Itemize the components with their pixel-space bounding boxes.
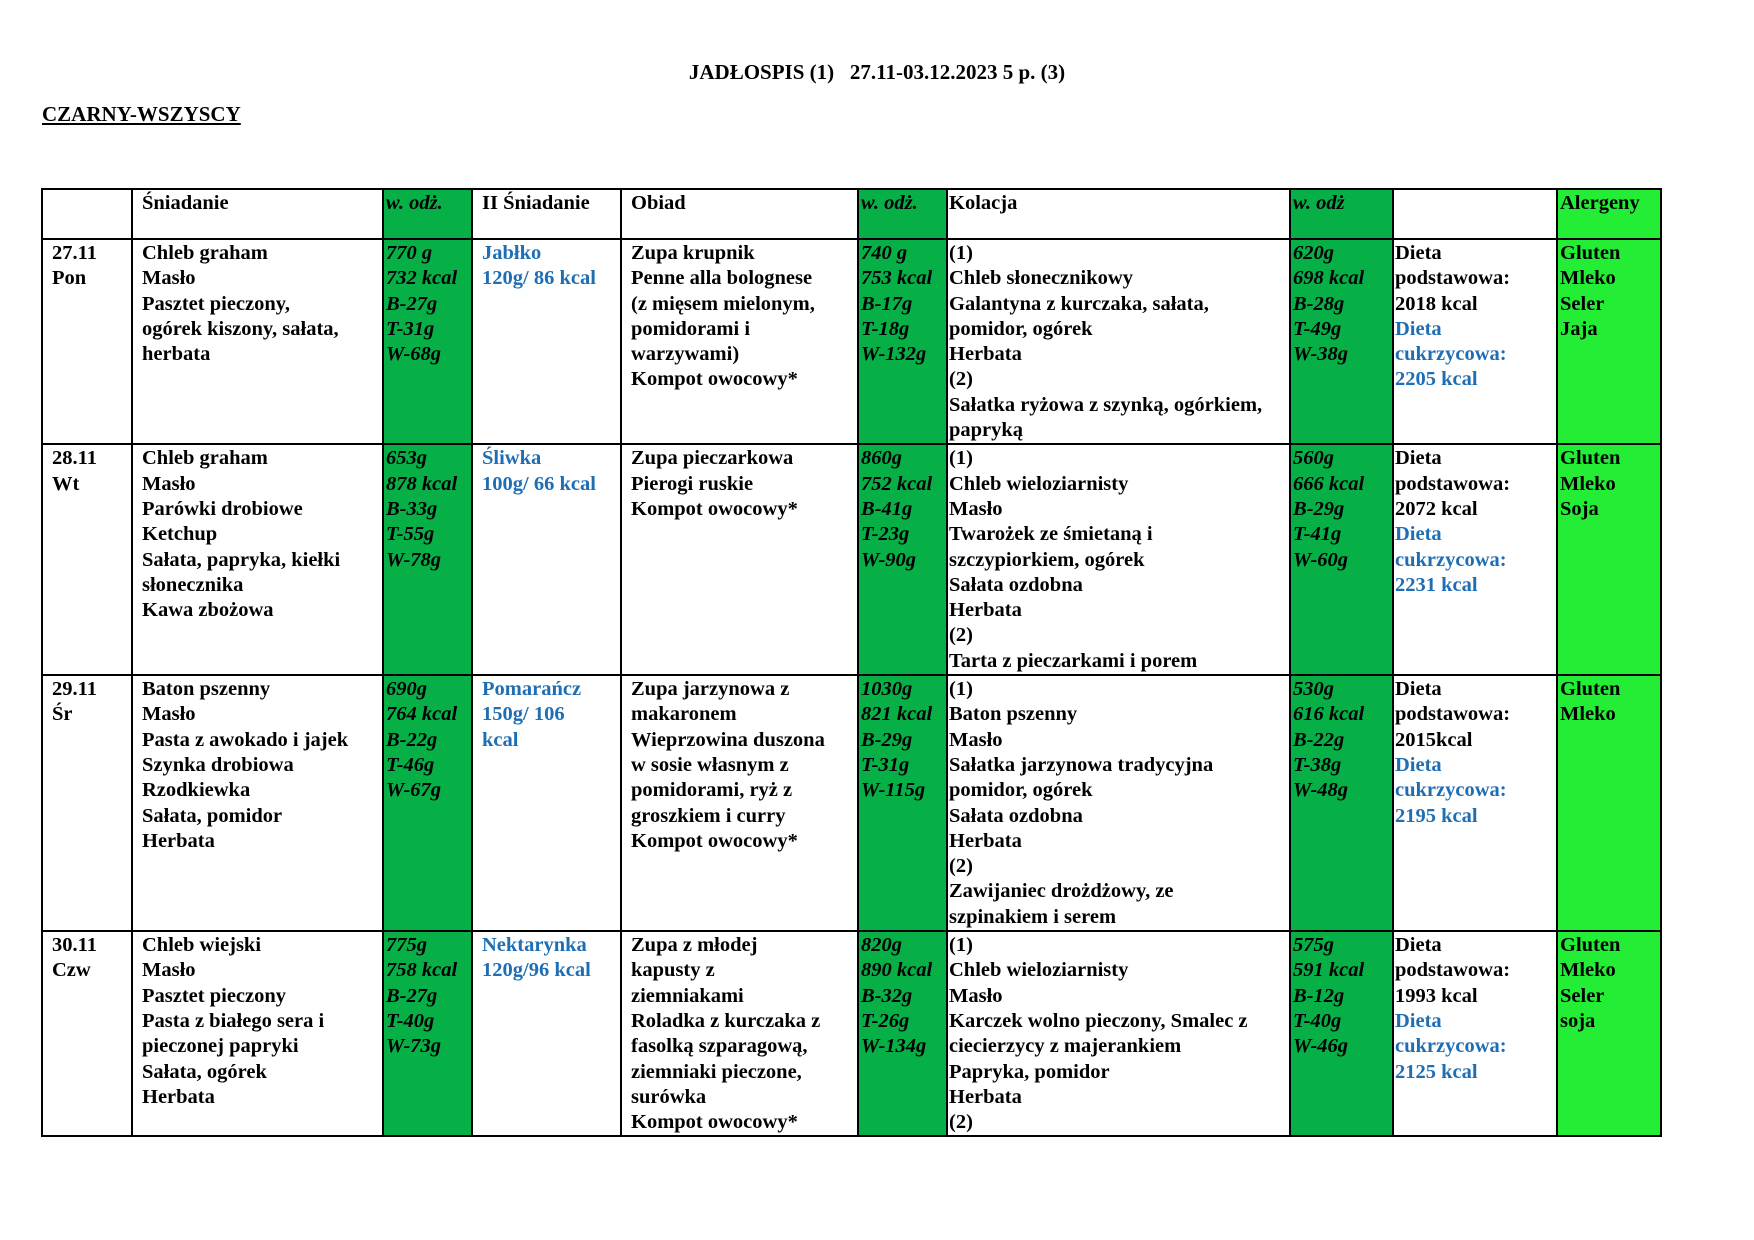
dinner-cell	[947, 675, 1290, 931]
allergens-cell	[1557, 444, 1661, 675]
dinner-line: Galantyna z kurczaka, sałata,	[949, 292, 1209, 315]
lunch-line: Kompot owocowy*	[631, 368, 798, 391]
diet-kcal-cell	[1393, 444, 1557, 675]
dinner-line: Sałatka ryżowa z szynką, ogórkiem,	[949, 393, 1263, 416]
breakfast-cell	[132, 444, 383, 675]
breakfast-line: Masło	[142, 959, 196, 982]
nutrition-1-line: B-22g	[386, 728, 438, 751]
dinner-line: papryką	[949, 419, 1024, 442]
breakfast-line: Baton pszenny	[142, 678, 271, 701]
allergens-cell	[1557, 239, 1661, 444]
diet-basic-line: 2018 kcal	[1395, 292, 1478, 315]
dinner-line: ciecierzycy z majerankiem	[949, 1035, 1182, 1058]
lunch-line: Zupa krupnik	[631, 242, 755, 264]
day-weekday: Wt	[52, 472, 80, 495]
nutrition-3-line: W-46g	[1293, 1035, 1349, 1058]
nutrition-3-line: W-48g	[1293, 779, 1349, 802]
nutrition-2-line: 740 g	[861, 242, 908, 264]
allergens-line: Jaja	[1560, 317, 1598, 340]
nutrition-2-line: B-32g	[861, 984, 913, 1007]
allergens-line: Gluten	[1560, 242, 1621, 264]
breakfast-line: Masło	[142, 267, 196, 290]
nutrition-1-line: 878 kcal	[386, 472, 458, 495]
day-date: 27.11	[52, 242, 97, 264]
day-date: 29.11	[52, 678, 97, 701]
lunch-cell	[621, 239, 858, 444]
allergens-line: Gluten	[1560, 934, 1621, 957]
dinner-line: Masło	[949, 497, 1003, 520]
diet-basic-line: Dieta	[1395, 678, 1442, 701]
day-date: 28.11	[52, 447, 97, 470]
breakfast-line: Sałata, papryka, kiełki	[142, 548, 341, 571]
dinner-line: (2)	[949, 624, 973, 647]
diet-basic-line: Dieta	[1395, 934, 1442, 957]
dinner-line: Masło	[949, 728, 1003, 751]
header-nutrition-2: w. odż.	[858, 189, 947, 239]
dinner-line: pomidor, ogórek	[949, 779, 1093, 802]
nutrition-3-line: 666 kcal	[1293, 472, 1365, 495]
diet-diabetic-line: Dieta	[1395, 753, 1442, 776]
header-dinner: Kolacja	[947, 189, 1290, 239]
header-day	[42, 189, 132, 239]
breakfast-line: Chleb graham	[142, 447, 268, 470]
lunch-line: kapusty z	[631, 959, 715, 982]
nutrition-3-line: B-29g	[1293, 497, 1345, 520]
day-date: 30.11	[52, 934, 97, 957]
nutrition-3-line: 698 kcal	[1293, 267, 1365, 290]
diet-basic-line: 2072 kcal	[1395, 497, 1478, 520]
lunch-line: (z mięsem mielonym,	[631, 292, 815, 315]
nutrition-2-line: 752 kcal	[861, 472, 933, 495]
nutrition-3-line: 616 kcal	[1293, 703, 1365, 726]
nutrition-3-line: B-28g	[1293, 292, 1345, 315]
allergens-line: Mleko	[1560, 267, 1616, 290]
nutrition-1-line: B-27g	[386, 292, 438, 315]
nutrition-1-line: 653g	[386, 447, 427, 470]
nutrition-3-line: W-38g	[1293, 343, 1349, 366]
diet-diabetic-line: Dieta	[1395, 317, 1442, 340]
nutrition-2-line: 1030g	[861, 678, 913, 701]
day-cell	[42, 444, 132, 675]
dinner-line: szczypiorkiem, ogórek	[949, 548, 1145, 571]
dinner-line: Karczek wolno pieczony, Smalec z	[949, 1009, 1248, 1032]
nutrition-3-line: B-22g	[1293, 728, 1345, 751]
allergens-line: Seler	[1560, 292, 1605, 315]
nutrition-3-line: T-40g	[1293, 1009, 1342, 1032]
breakfast-line: pieczonej papryki	[142, 1035, 299, 1058]
nutrition-3-cell	[1290, 239, 1393, 444]
breakfast-cell	[132, 931, 383, 1136]
nutrition-2-line: B-41g	[861, 497, 913, 520]
second-breakfast-cell	[472, 931, 621, 1136]
second-breakfast-cell	[472, 239, 621, 444]
breakfast-line: Kawa zbożowa	[142, 599, 274, 622]
nutrition-3-line: T-49g	[1293, 317, 1342, 340]
lunch-line: Zupa pieczarkowa	[631, 447, 794, 470]
day-weekday: Pon	[52, 267, 87, 290]
dinner-line: Masło	[949, 984, 1003, 1007]
allergens-line: Mleko	[1560, 472, 1616, 495]
nutrition-1-line: T-46g	[386, 753, 435, 776]
header-breakfast: Śniadanie	[132, 189, 383, 239]
nutrition-3-cell	[1290, 444, 1393, 675]
diet-diabetic-line: cukrzycowa:	[1395, 779, 1507, 802]
nutrition-2-line: T-18g	[861, 317, 910, 340]
day-cell	[42, 675, 132, 931]
nutrition-1-cell	[383, 444, 472, 675]
dinner-line: Tarta z pieczarkami i porem	[949, 649, 1198, 672]
second-breakfast-cell	[472, 444, 621, 675]
lunch-line: pomidorami, ryż z	[631, 779, 793, 802]
lunch-line: fasolką szparagową,	[631, 1035, 808, 1058]
nutrition-2-line: 860g	[861, 447, 902, 470]
breakfast-line: Szynka drobiowa	[142, 753, 294, 776]
breakfast-line: słonecznika	[142, 573, 244, 596]
breakfast-line: Chleb wiejski	[142, 934, 262, 957]
lunch-cell	[621, 931, 858, 1136]
dinner-line: Herbata	[949, 343, 1022, 366]
lunch-cell	[621, 675, 858, 931]
lunch-cell	[621, 444, 858, 675]
diet-kcal-cell	[1393, 675, 1557, 931]
diet-label: CZARNY-WSZYSCY	[42, 102, 241, 126]
lunch-line: Zupa z młodej	[631, 934, 758, 957]
second-breakfast-line: 120g/96 kcal	[482, 959, 591, 982]
lunch-line: surówka	[631, 1085, 707, 1108]
lunch-line: Zupa jarzynowa z	[631, 678, 790, 701]
lunch-line: pomidorami i	[631, 317, 751, 340]
lunch-line: Kompot owocowy*	[631, 829, 798, 852]
nutrition-3-line: 530g	[1293, 678, 1334, 701]
nutrition-2-line: W-134g	[861, 1035, 927, 1058]
dinner-line: (1)	[949, 934, 973, 957]
breakfast-cell	[132, 675, 383, 931]
table-row	[42, 239, 1661, 444]
header-allergens: Alergeny	[1557, 189, 1661, 239]
nutrition-3-cell	[1290, 931, 1393, 1136]
dinner-line: Chleb wieloziarnisty	[949, 472, 1129, 495]
nutrition-1-line: 758 kcal	[386, 959, 458, 982]
dinner-cell	[947, 931, 1290, 1136]
allergens-line: Seler	[1560, 984, 1605, 1007]
table-row	[42, 444, 1661, 675]
dinner-line: Sałatka jarzynowa tradycyjna	[949, 753, 1214, 776]
lunch-line: makaronem	[631, 703, 737, 726]
breakfast-line: Herbata	[142, 1085, 215, 1108]
diet-diabetic-line: cukrzycowa:	[1395, 343, 1507, 366]
breakfast-line: herbata	[142, 343, 211, 366]
dinner-cell	[947, 239, 1290, 444]
lunch-line: Roladka z kurczaka z	[631, 1009, 821, 1032]
nutrition-2-line: W-115g	[861, 779, 926, 802]
dinner-line: Zawijaniec drożdżowy, ze	[949, 880, 1174, 903]
allergens-line: Gluten	[1560, 678, 1621, 701]
second-breakfast-line: kcal	[482, 728, 519, 751]
second-breakfast-line: 150g/ 106	[482, 703, 565, 726]
diet-basic-line: 1993 kcal	[1395, 984, 1478, 1007]
nutrition-2-line: T-31g	[861, 753, 910, 776]
diet-diabetic-line: Dieta	[1395, 1009, 1442, 1032]
breakfast-line: Pasta z awokado i jajek	[142, 728, 349, 751]
breakfast-line: Parówki drobiowe	[142, 497, 303, 520]
breakfast-line: Herbata	[142, 829, 215, 852]
nutrition-2-line: 753 kcal	[861, 267, 933, 290]
breakfast-line: Rzodkiewka	[142, 779, 251, 802]
dinner-line: (1)	[949, 678, 973, 701]
breakfast-line: Pasta z białego sera i	[142, 1009, 325, 1032]
header-diet	[1393, 189, 1557, 239]
dinner-line: Sałata ozdobna	[949, 804, 1083, 827]
nutrition-2-cell	[858, 239, 947, 444]
nutrition-1-cell	[383, 675, 472, 931]
nutrition-1-line: 690g	[386, 678, 427, 701]
dinner-line: (2)	[949, 368, 973, 391]
dinner-line: Herbata	[949, 599, 1022, 622]
dinner-line: (2)	[949, 1111, 973, 1134]
lunch-line: ziemniakami	[631, 984, 744, 1007]
second-breakfast-line: 120g/ 86 kcal	[482, 267, 596, 290]
diet-basic-line: 2015kcal	[1395, 728, 1473, 751]
breakfast-line: Sałata, pomidor	[142, 804, 283, 827]
dinner-line: Herbata	[949, 829, 1022, 852]
allergens-cell	[1557, 931, 1661, 1136]
nutrition-1-line: T-31g	[386, 317, 435, 340]
diet-basic-line: podstawowa:	[1395, 267, 1511, 290]
nutrition-1-line: T-40g	[386, 1009, 435, 1032]
dinner-line: Twarożek ze śmietaną i	[949, 523, 1153, 546]
nutrition-3-line: T-38g	[1293, 753, 1342, 776]
nutrition-3-line: B-12g	[1293, 984, 1345, 1007]
day-weekday: Czw	[52, 959, 91, 982]
allergens-cell	[1557, 675, 1661, 931]
allergens-line: Soja	[1560, 497, 1599, 520]
dinner-line: szpinakiem i serem	[949, 905, 1117, 928]
dinner-line: pomidor, ogórek	[949, 317, 1093, 340]
lunch-line: Pierogi ruskie	[631, 472, 754, 495]
breakfast-line: Ketchup	[142, 523, 218, 546]
nutrition-2-line: W-132g	[861, 343, 927, 366]
nutrition-2-line: W-90g	[861, 548, 917, 571]
nutrition-2-cell	[858, 931, 947, 1136]
nutrition-3-line: W-60g	[1293, 548, 1349, 571]
diet-diabetic-line: 2125 kcal	[1395, 1060, 1478, 1083]
header-second-breakfast: II Śniadanie	[472, 189, 621, 239]
nutrition-2-cell	[858, 675, 947, 931]
nutrition-2-line: T-26g	[861, 1009, 910, 1032]
lunch-line: ziemniaki pieczone,	[631, 1060, 802, 1083]
allergens-line: Mleko	[1560, 703, 1616, 726]
menu-table	[41, 188, 1662, 1137]
dinner-line: Baton pszenny	[949, 703, 1078, 726]
breakfast-line: Masło	[142, 703, 196, 726]
header-nutrition-3: w. odż	[1290, 189, 1393, 239]
diet-kcal-cell	[1393, 931, 1557, 1136]
lunch-line: Wieprzowina duszona	[631, 728, 825, 751]
nutrition-2-line: B-29g	[861, 728, 913, 751]
second-breakfast-line: Jabłko	[482, 242, 542, 264]
nutrition-2-cell	[858, 444, 947, 675]
lunch-line: groszkiem i curry	[631, 804, 786, 827]
nutrition-3-line: 591 kcal	[1293, 959, 1365, 982]
nutrition-1-line: W-67g	[386, 779, 442, 802]
document-title: JADŁOSPIS (1) 27.11-03.12.2023 5 p. (3)	[688, 60, 1066, 84]
diet-diabetic-line: cukrzycowa:	[1395, 1035, 1507, 1058]
breakfast-line: ogórek kiszony, sałata,	[142, 317, 339, 340]
nutrition-1-line: B-33g	[386, 497, 438, 520]
lunch-line: Kompot owocowy*	[631, 497, 798, 520]
nutrition-1-line: W-68g	[386, 343, 442, 366]
nutrition-3-cell	[1290, 675, 1393, 931]
second-breakfast-line: Nektarynka	[482, 934, 587, 957]
nutrition-1-line: 770 g	[386, 242, 433, 264]
nutrition-1-cell	[383, 239, 472, 444]
dinner-cell	[947, 444, 1290, 675]
nutrition-1-cell	[383, 931, 472, 1136]
nutrition-3-line: T-41g	[1293, 523, 1342, 546]
dinner-line: Herbata	[949, 1085, 1022, 1108]
diet-diabetic-line: 2205 kcal	[1395, 368, 1478, 391]
breakfast-line: Masło	[142, 472, 196, 495]
dinner-line: Papryka, pomidor	[949, 1060, 1110, 1083]
nutrition-1-line: 764 kcal	[386, 703, 458, 726]
day-weekday: Śr	[52, 703, 73, 726]
dinner-line: Chleb wieloziarnisty	[949, 959, 1129, 982]
nutrition-1-line: 732 kcal	[386, 267, 458, 290]
day-cell	[42, 931, 132, 1136]
header-lunch: Obiad	[621, 189, 858, 239]
diet-basic-line: Dieta	[1395, 242, 1442, 264]
nutrition-3-line: 560g	[1293, 447, 1334, 470]
diet-diabetic-line: cukrzycowa:	[1395, 548, 1507, 571]
nutrition-2-line: 890 kcal	[861, 959, 933, 982]
dinner-line: Sałata ozdobna	[949, 573, 1083, 596]
table-header-row	[42, 189, 1661, 239]
nutrition-1-line: 775g	[386, 934, 427, 957]
second-breakfast-cell	[472, 675, 621, 931]
nutrition-3-line: 575g	[1293, 934, 1334, 957]
diet-kcal-cell	[1393, 239, 1557, 444]
nutrition-2-line: T-23g	[861, 523, 910, 546]
nutrition-1-line: W-73g	[386, 1035, 442, 1058]
second-breakfast-line: Śliwka	[482, 447, 542, 470]
dinner-line: (2)	[949, 855, 973, 878]
lunch-line: Penne alla bolognese	[631, 267, 813, 290]
allergens-line: soja	[1560, 1009, 1596, 1032]
breakfast-cell	[132, 239, 383, 444]
allergens-line: Mleko	[1560, 959, 1616, 982]
nutrition-3-line: 620g	[1293, 242, 1334, 264]
diet-basic-line: Dieta	[1395, 447, 1442, 470]
header-nutrition-1: w. odż.	[383, 189, 472, 239]
dinner-line: Chleb słonecznikowy	[949, 267, 1133, 290]
table-row	[42, 675, 1661, 931]
lunch-line: Kompot owocowy*	[631, 1111, 798, 1134]
second-breakfast-line: 100g/ 66 kcal	[482, 472, 596, 495]
breakfast-line: Chleb graham	[142, 242, 268, 264]
nutrition-2-line: 821 kcal	[861, 703, 933, 726]
dinner-line: (1)	[949, 447, 973, 470]
second-breakfast-line: Pomarańcz	[482, 678, 582, 701]
diet-diabetic-line: Dieta	[1395, 523, 1442, 546]
diet-basic-line: podstawowa:	[1395, 959, 1511, 982]
allergens-line: Gluten	[1560, 447, 1621, 470]
breakfast-line: Sałata, ogórek	[142, 1060, 267, 1083]
diet-basic-line: podstawowa:	[1395, 472, 1511, 495]
nutrition-1-line: W-78g	[386, 548, 442, 571]
day-cell	[42, 239, 132, 444]
breakfast-line: Pasztet pieczony	[142, 984, 287, 1007]
diet-diabetic-line: 2195 kcal	[1395, 804, 1478, 827]
lunch-line: w sosie własnym z	[631, 753, 789, 776]
table-row	[42, 931, 1661, 1136]
lunch-line: warzywami)	[631, 343, 740, 366]
diet-basic-line: podstawowa:	[1395, 703, 1511, 726]
nutrition-2-line: B-17g	[861, 292, 913, 315]
breakfast-line: Pasztet pieczony,	[142, 292, 291, 315]
dinner-line: (1)	[949, 242, 973, 264]
nutrition-2-line: 820g	[861, 934, 902, 957]
nutrition-1-line: B-27g	[386, 984, 438, 1007]
diet-diabetic-line: 2231 kcal	[1395, 573, 1478, 596]
nutrition-1-line: T-55g	[386, 523, 435, 546]
